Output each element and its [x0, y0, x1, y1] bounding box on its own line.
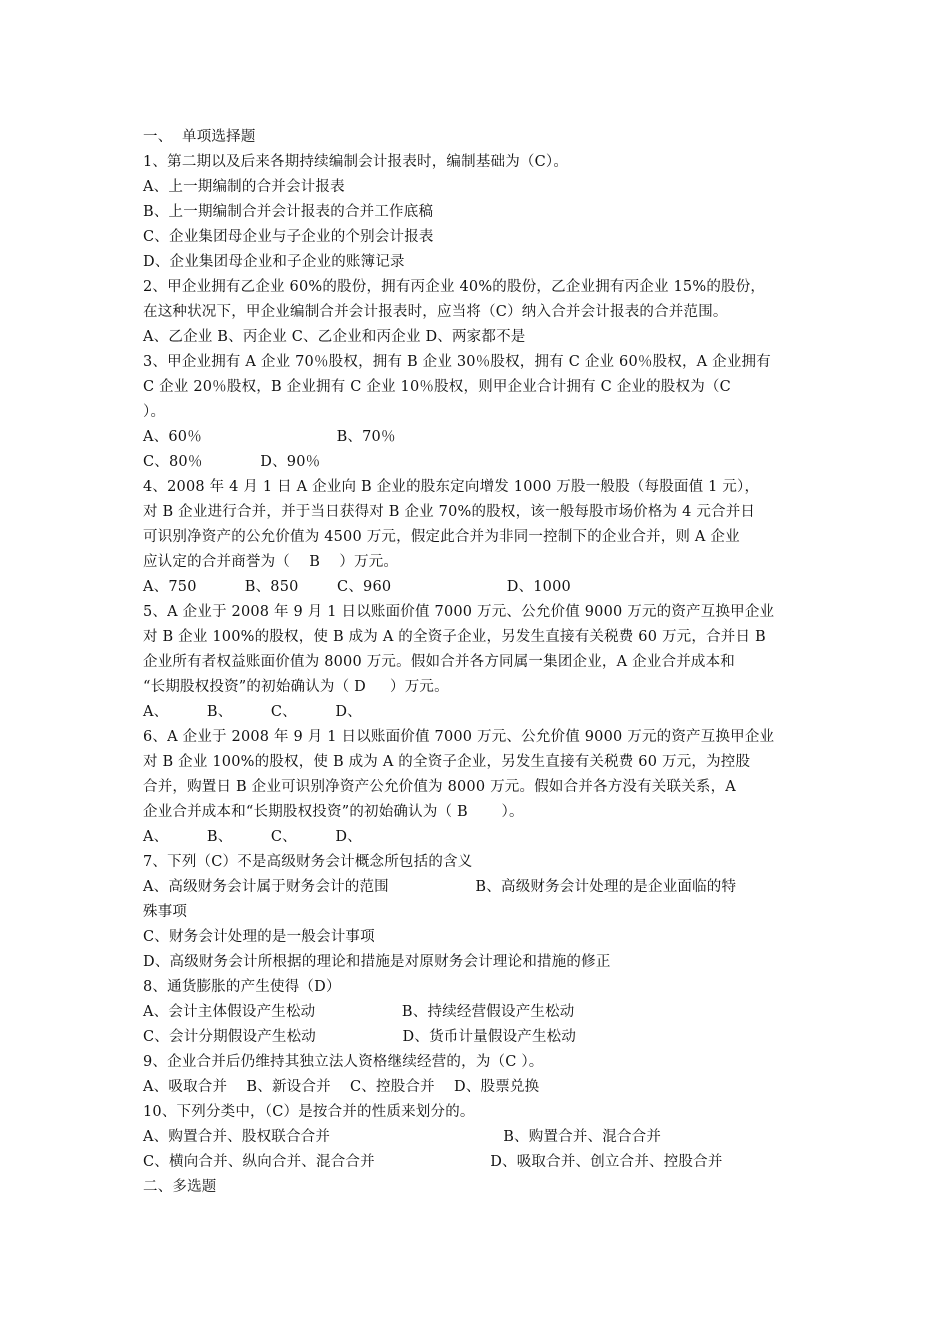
- q6-options: A、 B、 C、 D、: [143, 829, 362, 845]
- question-10: 10、下列分类中，（C）是按合并的性质来划分的。: [143, 1104, 475, 1120]
- question-6-line-4: 企业合并成本和“长期股权投资”的初始确认为（ B ）。: [143, 804, 524, 820]
- question-5-line-4: “长期股权投资”的初始确认为（ D ）万元。: [143, 679, 449, 695]
- question-3-line-1: 3、甲企业拥有 A 企业 70％股权，拥有 B 企业 30％股权，拥有 C 企业 60％股权，A 企业拥有: [143, 354, 771, 370]
- question-5-line-3: 企业所有者权益账面价值为 8000 万元。假如合并各方同属一集团企业，A 企业合并成本和: [143, 654, 735, 670]
- question-1: 1、第二期以及后来各期持续编制会计报表时，编制基础为（C）。: [143, 154, 569, 170]
- q10-options-ab: A、购置合并、股权联合合并 B、购置合并、混合合并: [143, 1129, 662, 1145]
- question-3-line-3: ）。: [143, 404, 166, 420]
- question-4-line-4: 应认定的合并商誉为（ B ）万元。: [143, 554, 399, 570]
- question-6-line-2: 对 B 企业 100%的股权，使 B 成为 A 的全资子企业，另发生直接有关税费 60 万元，为控股: [143, 754, 751, 770]
- q1-option-a: A、上一期编制的合并会计报表: [143, 179, 345, 195]
- q1-option-d: D、企业集团母企业和子企业的账簿记录: [143, 254, 405, 270]
- q1-option-c: C、企业集团母企业与子企业的个别会计报表: [143, 229, 434, 245]
- section-heading-single-choice: 一、 单项选择题: [143, 129, 256, 145]
- question-9: 9、企业合并后仍维持其独立法人资格继续经营的，为（C ）。: [143, 1054, 544, 1070]
- question-6-line-3: 合并，购置日 B 企业可识别净资产公允价值为 8000 万元。假如合并各方没有关联关系，A: [143, 779, 736, 795]
- q7-option-d: D、高级财务会计所根据的理论和措施是对原财务会计理论和措施的修正: [143, 954, 611, 970]
- question-7: 7、下列（C）不是高级财务会计概念所包括的含义: [143, 854, 473, 870]
- q9-options: A、吸取合并 B、新设合并 C、控股合并 D、股票兑换: [143, 1079, 540, 1095]
- q7-option-c: C、财务会计处理的是一般会计事项: [143, 929, 375, 945]
- question-4-line-3: 可识别净资产的公允价值为 4500 万元，假定此合并为非同一控制下的企业合并，则 A 企业: [143, 529, 740, 545]
- q8-options-ab: A、会计主体假设产生松动 B、持续经营假设产生松动: [143, 1004, 575, 1020]
- question-2-line-1: 2、甲企业拥有乙企业 60%的股份，拥有丙企业 40%的股份，乙企业拥有丙企业 15%的股份，: [143, 279, 766, 295]
- q1-option-b: B、上一期编制合并会计报表的合并工作底稿: [143, 204, 434, 220]
- question-5-line-2: 对 B 企业 100%的股权，使 B 成为 A 的全资子企业，另发生直接有关税费 60 万元，合并日 B: [143, 629, 766, 645]
- question-4-line-2: 对 B 企业进行合并，并于当日获得对 B 企业 70%的股权，该一般每股市场价格为 4 元合并日: [143, 504, 756, 520]
- q3-options-cd: C、80％ D、90％: [143, 454, 321, 470]
- q7-option-b-cont: 殊事项: [143, 904, 188, 920]
- q3-options-ab: A、60％ B、70％: [143, 429, 396, 445]
- question-2-line-2: 在这种状况下，甲企业编制合并会计报表时，应当将（C）纳入合并会计报表的合并范围。: [143, 304, 728, 320]
- question-5-line-1: 5、A 企业于 2008 年 9 月 1 日以账面价值 7000 万元、公允价值 9000 万元的资产互换甲企业: [143, 604, 775, 620]
- q8-options-cd: C、会计分期假设产生松动 D、货币计量假设产生松动: [143, 1029, 577, 1045]
- q2-options: A、乙企业 B、丙企业 C、乙企业和丙企业 D、两家都不是: [143, 329, 526, 345]
- question-8: 8、通货膨胀的产生使得（D）: [143, 979, 341, 995]
- q4-options: A、750 B、850 C、960 D、1000: [143, 579, 571, 595]
- q5-options: A、 B、 C、 D、: [143, 704, 362, 720]
- question-6-line-1: 6、A 企业于 2008 年 9 月 1 日以账面价值 7000 万元、公允价值 9000 万元的资产互换甲企业: [143, 729, 775, 745]
- question-3-line-2: C 企业 20％股权，B 企业拥有 C 企业 10％股权，则甲企业合计拥有 C 企业的股权为（C: [143, 379, 731, 395]
- question-4-line-1: 4、2008 年 4 月 1 日 A 企业向 B 企业的股东定向增发 1000 万股一般股（每股面值 1 元），: [143, 479, 760, 495]
- q10-options-cd: C、横向合并、纵向合并、混合合并 D、吸取合并、创立合并、控股合并: [143, 1154, 723, 1170]
- q7-options-ab: A、高级财务会计属于财务会计的范围 B、高级财务会计处理的是企业面临的特: [143, 879, 737, 895]
- section-heading-multiple-choice: 二、多选题: [143, 1179, 217, 1195]
